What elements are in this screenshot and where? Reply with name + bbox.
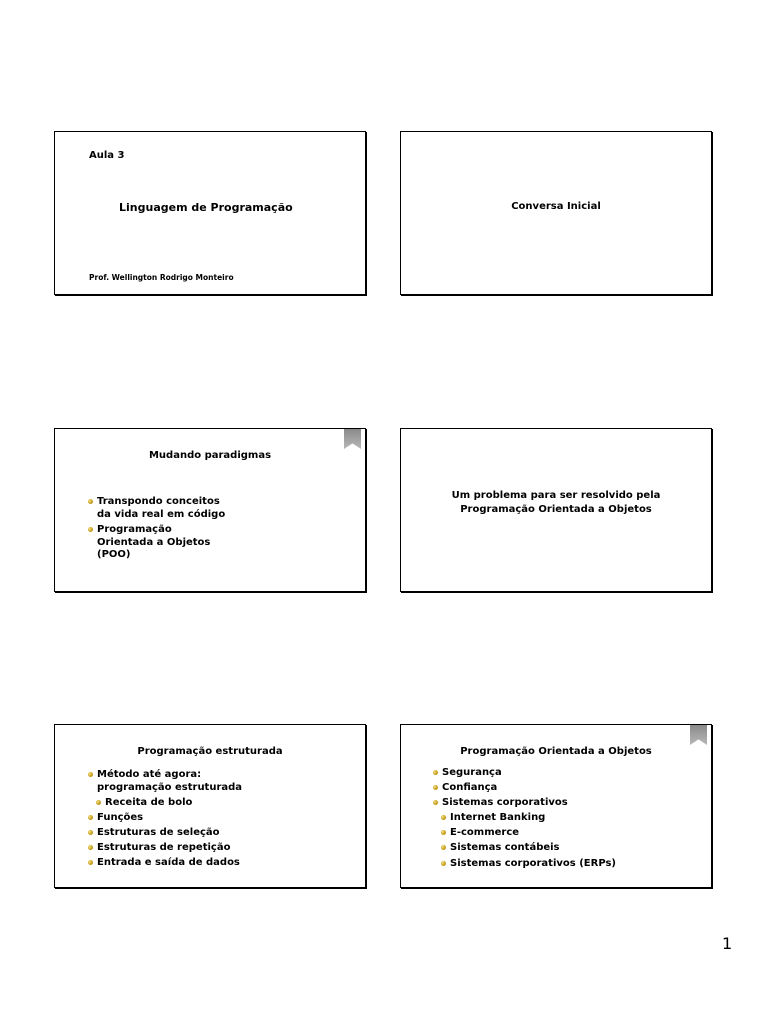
slide-title: Mudando paradigmas — [148, 450, 272, 461]
gold-bullet-icon — [441, 815, 446, 820]
list-item: Sistemas corporativos — [433, 797, 616, 810]
gold-bullet-icon — [88, 527, 93, 532]
list-item: Programação Orientada a Objetos (POO) — [88, 524, 227, 562]
gold-bullet-icon — [88, 860, 93, 865]
slide-conversa-inicial — [400, 131, 712, 295]
list-item: Sistemas contábeis — [441, 842, 616, 855]
slide-title: Linguagem de Programação — [119, 201, 293, 214]
bookmark-icon — [690, 725, 707, 745]
list-item: Estruturas de seleção — [88, 827, 257, 840]
bullet-list — [88, 769, 257, 872]
list-item: Funções — [88, 812, 257, 825]
slide-title-line-1: Um problema para ser resolvido pela — [451, 490, 661, 501]
list-item: Estruturas de repetição — [88, 842, 257, 855]
lesson-label: Aula 3 — [89, 150, 125, 161]
list-item: Transpondo conceitos da vida real em código — [88, 496, 227, 521]
list-item: Internet Banking — [441, 812, 616, 825]
slide-aula-3 — [54, 131, 366, 295]
slide-programacao-orientada-a-objetos — [400, 724, 712, 888]
gold-bullet-icon — [433, 770, 438, 775]
gold-bullet-icon — [88, 499, 93, 504]
gold-bullet-icon — [441, 861, 446, 866]
gold-bullet-icon — [88, 845, 93, 850]
gold-bullet-icon — [88, 772, 93, 777]
list-item: E-commerce — [441, 827, 616, 840]
slide-title: Conversa Inicial — [511, 201, 601, 212]
list-item: Confiança — [433, 782, 616, 795]
list-item: Segurança — [433, 767, 616, 780]
gold-bullet-icon — [433, 785, 438, 790]
gold-bullet-icon — [88, 815, 93, 820]
bullet-list — [88, 496, 227, 564]
gold-bullet-icon — [441, 830, 446, 835]
bookmark-icon — [344, 429, 361, 449]
slide-mudando-paradigmas — [54, 428, 366, 592]
slide-programacao-estruturada — [54, 724, 366, 888]
list-item: Sistemas corporativos (ERPs) — [441, 858, 616, 871]
slide-title: Programação Orientada a Objetos — [460, 746, 652, 757]
bullet-list — [433, 767, 616, 873]
slide-title-line-2: Programação Orientada a Objetos — [460, 504, 652, 515]
gold-bullet-icon — [441, 845, 446, 850]
list-item: Método até agora: programação estruturada — [88, 769, 257, 794]
slide-um-problema — [400, 428, 712, 592]
gold-bullet-icon — [88, 830, 93, 835]
author: Prof. Wellington Rodrigo Monteiro — [89, 273, 234, 282]
page-number: 1 — [722, 934, 733, 953]
slide-title: Programação estruturada — [137, 746, 283, 757]
gold-bullet-icon — [96, 800, 101, 805]
gold-bullet-icon — [433, 800, 438, 805]
list-item: Entrada e saída de dados — [88, 857, 257, 870]
list-item: Receita de bolo — [96, 797, 257, 810]
